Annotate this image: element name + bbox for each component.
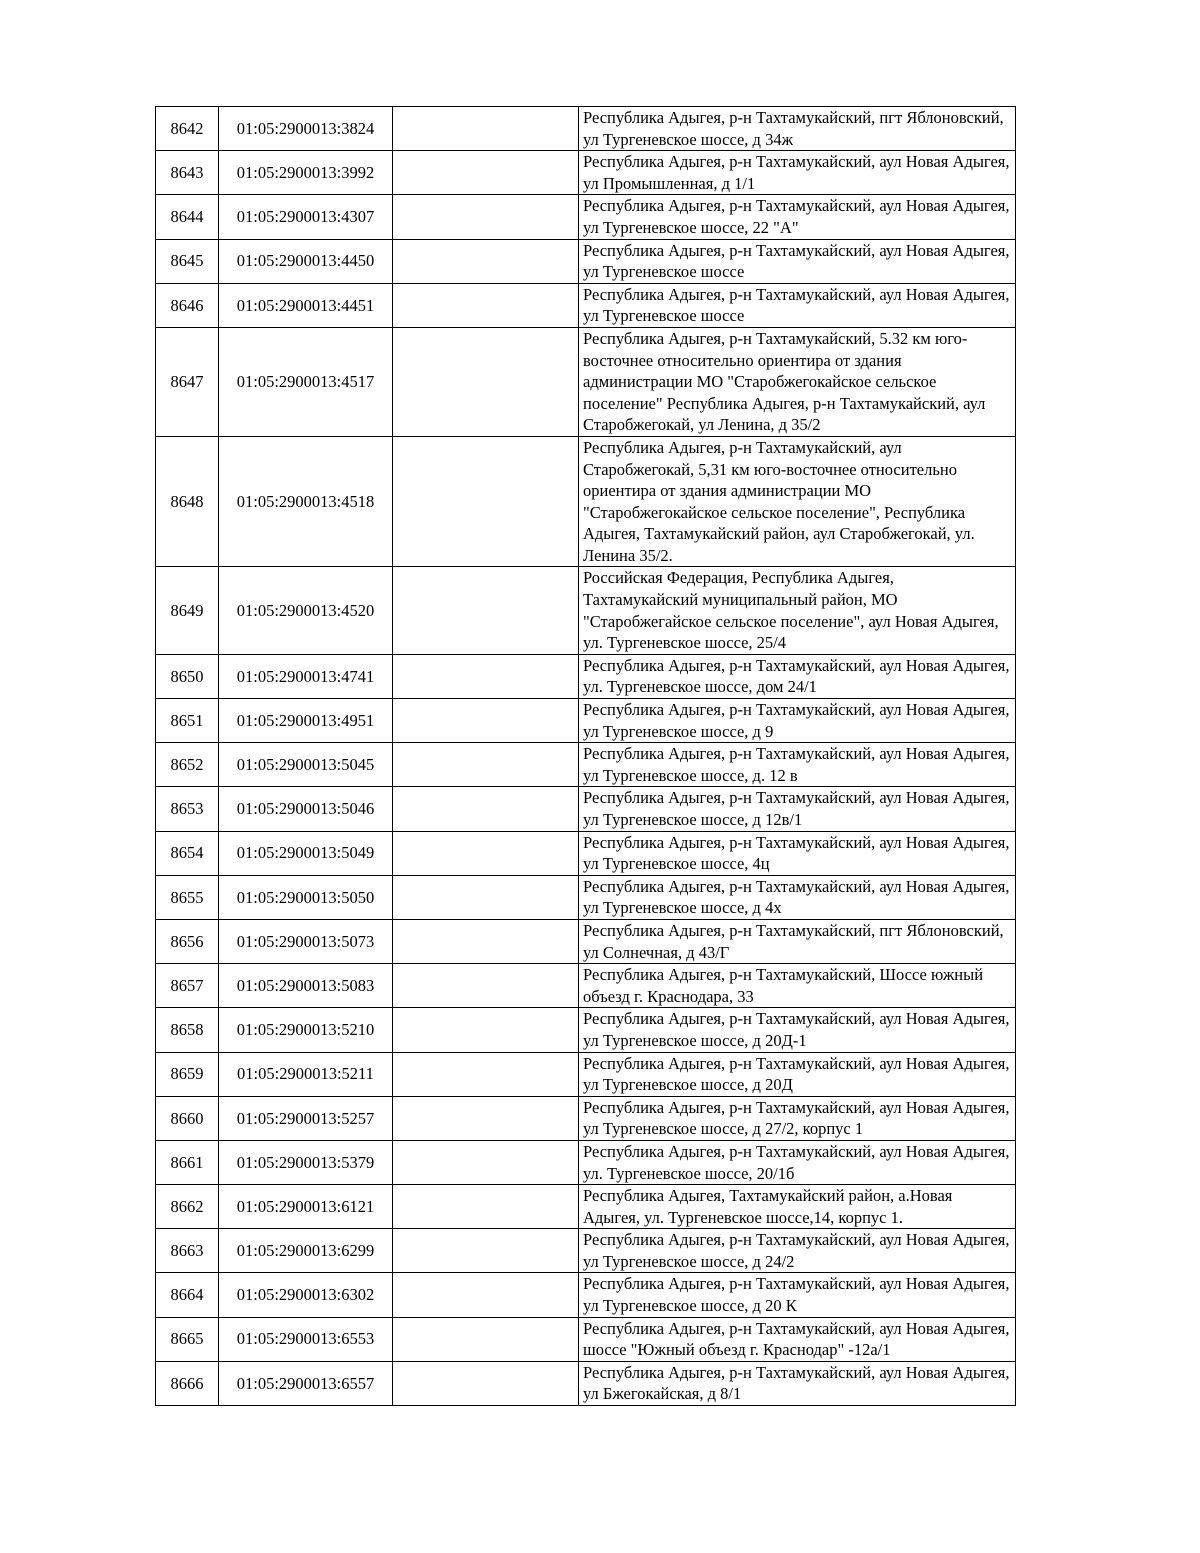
row-number-cell: 8653 bbox=[156, 787, 219, 831]
address-cell: Республика Адыгея, р-н Тахтамукайский, аул Новая Адыгея, ул Тургеневское шоссе, д 20 К bbox=[579, 1273, 1016, 1317]
address-cell: Республика Адыгея, р-н Тахтамукайский, аул Новая Адыгея, ул Тургеневское шоссе, д. 12 в bbox=[579, 743, 1016, 787]
empty-cell bbox=[393, 107, 579, 151]
table-row bbox=[156, 151, 1016, 195]
cadastral-number-cell: 01:05:2900013:6299 bbox=[219, 1229, 393, 1273]
cadastral-number-cell: 01:05:2900013:4517 bbox=[219, 327, 393, 436]
table-row bbox=[156, 699, 1016, 743]
cadastral-number-cell: 01:05:2900013:5083 bbox=[219, 964, 393, 1008]
table-row bbox=[156, 1096, 1016, 1140]
address-cell: Республика Адыгея, р-н Тахтамукайский, аул Новая Адыгея, шоссе "Южный объезд г. Краснодар" -12а/1 bbox=[579, 1317, 1016, 1361]
empty-cell bbox=[393, 919, 579, 963]
cadastral-number-cell: 01:05:2900013:4450 bbox=[219, 239, 393, 283]
table-row bbox=[156, 567, 1016, 654]
address-cell: Республика Адыгея, р-н Тахтамукайский, аул Новая Адыгея, ул Тургеневское шоссе, д 24/2 bbox=[579, 1229, 1016, 1273]
cadastral-number-cell: 01:05:2900013:6121 bbox=[219, 1185, 393, 1229]
row-number-cell: 8650 bbox=[156, 654, 219, 698]
row-number-cell: 8647 bbox=[156, 327, 219, 436]
table-row bbox=[156, 436, 1016, 567]
cadastral-number-cell: 01:05:2900013:5379 bbox=[219, 1140, 393, 1184]
cadastral-number-cell: 01:05:2900013:5210 bbox=[219, 1008, 393, 1052]
empty-cell bbox=[393, 327, 579, 436]
empty-cell bbox=[393, 1229, 579, 1273]
cadastral-table-body bbox=[156, 107, 1016, 1406]
table-row bbox=[156, 743, 1016, 787]
table-row bbox=[156, 919, 1016, 963]
table-row bbox=[156, 787, 1016, 831]
cadastral-number-cell: 01:05:2900013:3992 bbox=[219, 151, 393, 195]
cadastral-number-cell: 01:05:2900013:4307 bbox=[219, 195, 393, 239]
address-cell: Республика Адыгея, р-н Тахтамукайский, аул Новая Адыгея, ул Тургеневское шоссе, д 20Д-1 bbox=[579, 1008, 1016, 1052]
row-number-cell: 8642 bbox=[156, 107, 219, 151]
row-number-cell: 8645 bbox=[156, 239, 219, 283]
row-number-cell: 8652 bbox=[156, 743, 219, 787]
address-cell: Республика Адыгея, р-н Тахтамукайский, 5.32 км юго-восточнее относительно ориентира от здания администрации МО "Старобжегокайское сельское поселение" Республика Адыгея, р-н Тахтамукайский, аул Старобжегокай, ул Ленина, д 35/2 bbox=[579, 327, 1016, 436]
address-cell: Республика Адыгея, р-н Тахтамукайский, аул Новая Адыгея, ул Промышленная, д 1/1 bbox=[579, 151, 1016, 195]
table-row bbox=[156, 1317, 1016, 1361]
address-cell: Республика Адыгея, р-н Тахтамукайский, аул Новая Адыгея, ул Тургеневское шоссе bbox=[579, 239, 1016, 283]
cadastral-number-cell: 01:05:2900013:5050 bbox=[219, 875, 393, 919]
empty-cell bbox=[393, 1185, 579, 1229]
address-cell: Республика Адыгея, р-н Тахтамукайский, аул Новая Адыгея, ул Тургеневское шоссе, д 9 bbox=[579, 699, 1016, 743]
cadastral-number-cell: 01:05:2900013:4741 bbox=[219, 654, 393, 698]
address-cell: Республика Адыгея, Тахтамукайский район, а.Новая Адыгея, ул. Тургеневское шоссе,14, корпус 1. bbox=[579, 1185, 1016, 1229]
empty-cell bbox=[393, 1317, 579, 1361]
row-number-cell: 8654 bbox=[156, 831, 219, 875]
cadastral-number-cell: 01:05:2900013:4951 bbox=[219, 699, 393, 743]
cadastral-number-cell: 01:05:2900013:5045 bbox=[219, 743, 393, 787]
cadastral-number-cell: 01:05:2900013:5257 bbox=[219, 1096, 393, 1140]
address-cell: Российская Федерация, Республика Адыгея, Тахтамукайский муниципальный район, МО "Старобжегайское сельское поселение", аул Новая Адыгея, ул. Тургеневское шоссе, 25/4 bbox=[579, 567, 1016, 654]
empty-cell bbox=[393, 831, 579, 875]
table-row bbox=[156, 327, 1016, 436]
table-row bbox=[156, 1052, 1016, 1096]
row-number-cell: 8657 bbox=[156, 964, 219, 1008]
cadastral-number-cell: 01:05:2900013:5211 bbox=[219, 1052, 393, 1096]
row-number-cell: 8665 bbox=[156, 1317, 219, 1361]
cadastral-number-cell: 01:05:2900013:4520 bbox=[219, 567, 393, 654]
table-row bbox=[156, 1229, 1016, 1273]
empty-cell bbox=[393, 1052, 579, 1096]
empty-cell bbox=[393, 567, 579, 654]
cadastral-number-cell: 01:05:2900013:4518 bbox=[219, 436, 393, 567]
table-row bbox=[156, 107, 1016, 151]
row-number-cell: 8666 bbox=[156, 1361, 219, 1405]
row-number-cell: 8663 bbox=[156, 1229, 219, 1273]
row-number-cell: 8644 bbox=[156, 195, 219, 239]
empty-cell bbox=[393, 875, 579, 919]
empty-cell bbox=[393, 151, 579, 195]
address-cell: Республика Адыгея, р-н Тахтамукайский, пгт Яблоновский, ул Тургеневское шоссе, д 34ж bbox=[579, 107, 1016, 151]
cadastral-number-cell: 01:05:2900013:5073 bbox=[219, 919, 393, 963]
empty-cell bbox=[393, 743, 579, 787]
address-cell: Республика Адыгея, р-н Тахтамукайский, аул Новая Адыгея, ул Тургеневское шоссе, д 20Д bbox=[579, 1052, 1016, 1096]
cadastral-number-cell: 01:05:2900013:3824 bbox=[219, 107, 393, 151]
cadastral-number-cell: 01:05:2900013:6553 bbox=[219, 1317, 393, 1361]
address-cell: Республика Адыгея, р-н Тахтамукайский, аул Новая Адыгея, ул Тургеневское шоссе, 4ц bbox=[579, 831, 1016, 875]
empty-cell bbox=[393, 1140, 579, 1184]
cadastral-number-cell: 01:05:2900013:6557 bbox=[219, 1361, 393, 1405]
empty-cell bbox=[393, 1361, 579, 1405]
row-number-cell: 8656 bbox=[156, 919, 219, 963]
cadastral-number-cell: 01:05:2900013:6302 bbox=[219, 1273, 393, 1317]
row-number-cell: 8659 bbox=[156, 1052, 219, 1096]
address-cell: Республика Адыгея, р-н Тахтамукайский, аул Новая Адыгея, ул Бжегокайская, д 8/1 bbox=[579, 1361, 1016, 1405]
table-row bbox=[156, 1185, 1016, 1229]
address-cell: Республика Адыгея, р-н Тахтамукайский, аул Новая Адыгея, ул Тургеневское шоссе, д 12в/1 bbox=[579, 787, 1016, 831]
table-row bbox=[156, 654, 1016, 698]
empty-cell bbox=[393, 654, 579, 698]
cadastral-number-cell: 01:05:2900013:4451 bbox=[219, 283, 393, 327]
table-row bbox=[156, 283, 1016, 327]
row-number-cell: 8658 bbox=[156, 1008, 219, 1052]
row-number-cell: 8660 bbox=[156, 1096, 219, 1140]
address-cell: Республика Адыгея, р-н Тахтамукайский, Шоссе южный объезд г. Краснодара, 33 bbox=[579, 964, 1016, 1008]
row-number-cell: 8662 bbox=[156, 1185, 219, 1229]
table-row bbox=[156, 195, 1016, 239]
empty-cell bbox=[393, 1096, 579, 1140]
row-number-cell: 8661 bbox=[156, 1140, 219, 1184]
table-row bbox=[156, 875, 1016, 919]
table-row bbox=[156, 1361, 1016, 1405]
empty-cell bbox=[393, 195, 579, 239]
row-number-cell: 8664 bbox=[156, 1273, 219, 1317]
empty-cell bbox=[393, 964, 579, 1008]
address-cell: Республика Адыгея, р-н Тахтамукайский, аул Новая Адыгея, ул Тургеневское шоссе, д 4х bbox=[579, 875, 1016, 919]
empty-cell bbox=[393, 699, 579, 743]
address-cell: Республика Адыгея, р-н Тахтамукайский, аул Новая Адыгея, ул. Тургеневское шоссе, 20/1б bbox=[579, 1140, 1016, 1184]
row-number-cell: 8651 bbox=[156, 699, 219, 743]
empty-cell bbox=[393, 1008, 579, 1052]
empty-cell bbox=[393, 787, 579, 831]
row-number-cell: 8655 bbox=[156, 875, 219, 919]
table-row bbox=[156, 1008, 1016, 1052]
address-cell: Республика Адыгея, р-н Тахтамукайский, пгт Яблоновский, ул Солнечная, д 43/Г bbox=[579, 919, 1016, 963]
table-row bbox=[156, 964, 1016, 1008]
row-number-cell: 8648 bbox=[156, 436, 219, 567]
cadastral-number-cell: 01:05:2900013:5049 bbox=[219, 831, 393, 875]
address-cell: Республика Адыгея, р-н Тахтамукайский, аул Новая Адыгея, ул Тургеневское шоссе, 22 "А" bbox=[579, 195, 1016, 239]
empty-cell bbox=[393, 283, 579, 327]
empty-cell bbox=[393, 436, 579, 567]
empty-cell bbox=[393, 239, 579, 283]
address-cell: Республика Адыгея, р-н Тахтамукайский, аул Новая Адыгея, ул Тургеневское шоссе, д 27/2, корпус 1 bbox=[579, 1096, 1016, 1140]
address-cell: Республика Адыгея, р-н Тахтамукайский, аул Новая Адыгея, ул Тургеневское шоссе bbox=[579, 283, 1016, 327]
address-cell: Республика Адыгея, р-н Тахтамукайский, аул Новая Адыгея, ул. Тургеневское шоссе, дом 24/1 bbox=[579, 654, 1016, 698]
cadastral-number-cell: 01:05:2900013:5046 bbox=[219, 787, 393, 831]
row-number-cell: 8649 bbox=[156, 567, 219, 654]
cadastral-table bbox=[155, 106, 1016, 1406]
table-row bbox=[156, 1140, 1016, 1184]
table-row bbox=[156, 831, 1016, 875]
table-row bbox=[156, 239, 1016, 283]
address-cell: Республика Адыгея, р-н Тахтамукайский, аул Старобжегокай, 5,31 км юго-восточнее относительно ориентира от здания администрации МО "Старобжегокайское сельское поселение", Республика Адыгея, Тахтамукайский район, аул Старобжегокай, ул. Ленина 35/2. bbox=[579, 436, 1016, 567]
row-number-cell: 8646 bbox=[156, 283, 219, 327]
row-number-cell: 8643 bbox=[156, 151, 219, 195]
table-row bbox=[156, 1273, 1016, 1317]
empty-cell bbox=[393, 1273, 579, 1317]
